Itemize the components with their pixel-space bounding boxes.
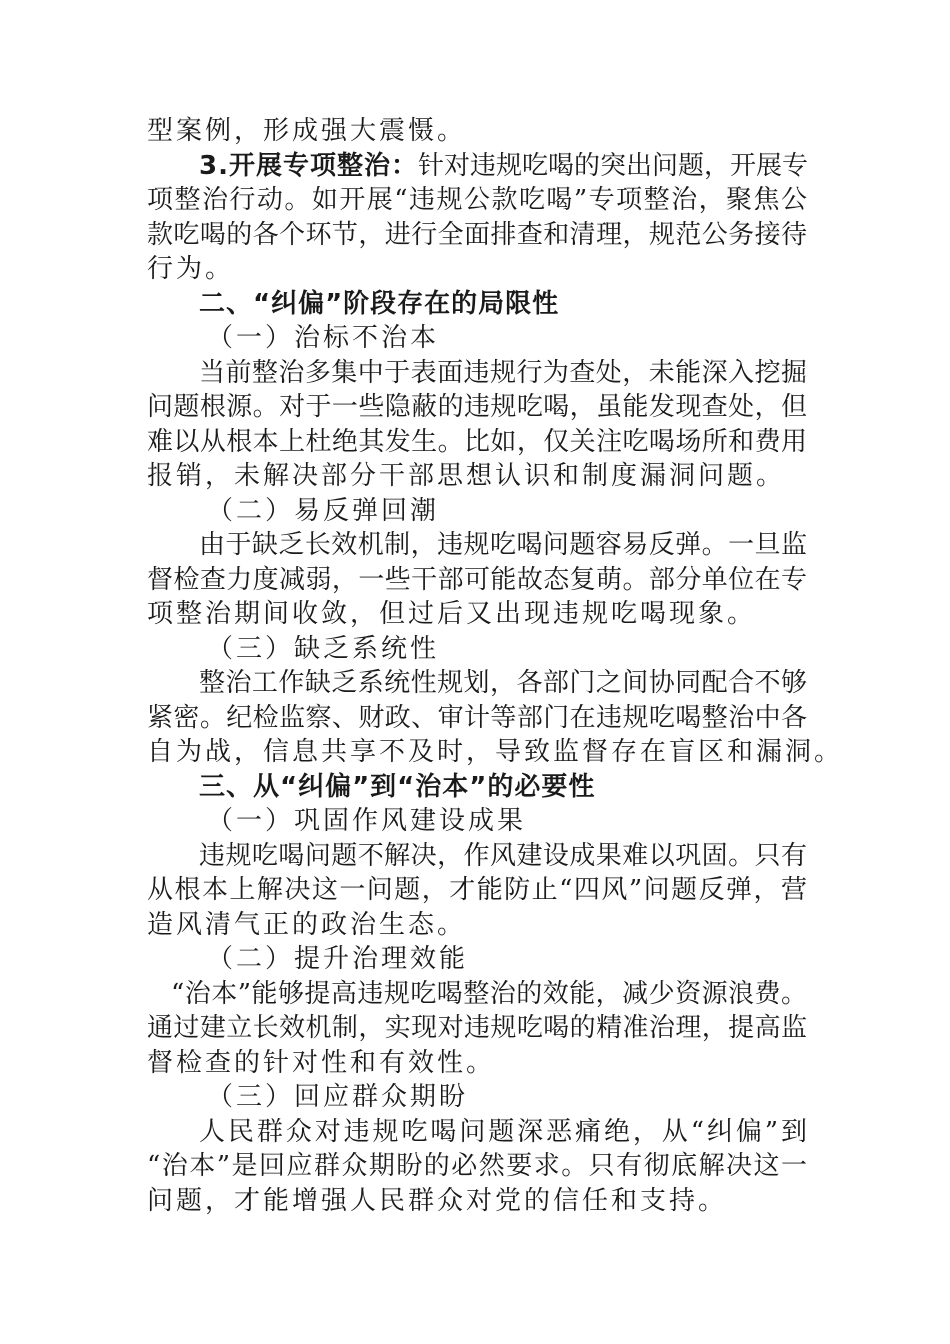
- paragraph-line: “治本”能够提高违规吃喝整治的效能，减少资源浪费。: [171, 978, 807, 1009]
- document-page: [147, 114, 844, 1218]
- paragraph-line: 行为。: [147, 254, 235, 284]
- paragraph-line: 问题，才能增强人民群众对党的信任和支持。: [147, 1185, 728, 1216]
- paragraph-line: 报销，未解决部分干部思想认识和制度漏洞问题。: [147, 461, 786, 491]
- subsection-heading: （二）提升治理效能: [207, 944, 469, 974]
- paragraph-line: 督检查力度减弱，一些干部可能故态复萌。部分单位在专: [147, 564, 807, 595]
- paragraph-line: 当前整治多集中于表面违规行为查处，未能深入挖掘: [199, 357, 807, 388]
- paragraph-line: 整治工作缺乏系统性规划，各部门之间协同配合不够: [199, 668, 807, 698]
- paragraph-line: 通过建立长效机制，实现对违规吃喝的精准治理，提高监: [147, 1013, 807, 1043]
- subsection-heading: （一）巩固作风建设成果: [207, 806, 527, 836]
- paragraph-line: 自为战，信息共享不及时，导致监督存在盲区和漏洞。: [147, 737, 844, 767]
- paragraph-line: 项整治行动。如开展“违规公款吃喝”专项整治，聚焦公: [147, 185, 807, 215]
- item-lead-label: 3.开展专项整治：: [199, 150, 418, 181]
- paragraph-line: 款吃喝的各个环节，进行全面排查和清理，规范公务接待: [147, 219, 807, 250]
- paragraph-line: “治本”是回应群众期盼的必然要求。只有彻底解决这一: [147, 1151, 807, 1181]
- paragraph-line: 从根本上解决这一问题，才能防止“四风”问题反弹，营: [147, 875, 807, 905]
- subsection-heading: （二）易反弹回潮: [207, 495, 440, 526]
- paragraph-line: 难以从根本上杜绝其发生。比如，仅关注吃喝场所和费用: [147, 426, 807, 457]
- section-heading: 三、从“纠偏”到“治本”的必要性: [199, 771, 596, 802]
- paragraph-line: 人民群众对违规吃喝问题深恶痛绝，从“纠偏”到: [199, 1116, 807, 1147]
- subsection-heading: （三）缺乏系统性: [207, 633, 440, 664]
- paragraph-line: 型案例，形成强大震慑。: [147, 116, 467, 146]
- paragraph-line: 项整治期间收敛，但过后又出现违规吃喝现象。: [147, 599, 757, 629]
- paragraph-line: 紧密。纪检监察、财政、审计等部门在违规吃喝整治中各: [147, 702, 807, 733]
- subsection-heading: （一）治标不治本: [207, 323, 440, 353]
- paragraph-line: 造风清气正的政治生态。: [147, 909, 467, 940]
- section-heading: 二、“纠偏”阶段存在的局限性: [199, 288, 560, 319]
- paragraph-line: [147, 149, 807, 184]
- paragraph-line: 由于缺乏长效机制，违规吃喝问题容易反弹。一旦监: [199, 530, 807, 560]
- paragraph-line: 督检查的针对性和有效性。: [147, 1047, 496, 1078]
- paragraph-line: 问题根源。对于一些隐蔽的违规吃喝，虽能发现查处，但: [147, 392, 807, 422]
- subsection-heading: （三）回应群众期盼: [207, 1082, 469, 1112]
- paragraph-line: 违规吃喝问题不解决，作风建设成果难以巩固。只有: [199, 840, 807, 871]
- paragraph-text: 针对违规吃喝的突出问题，开展专: [417, 150, 808, 181]
